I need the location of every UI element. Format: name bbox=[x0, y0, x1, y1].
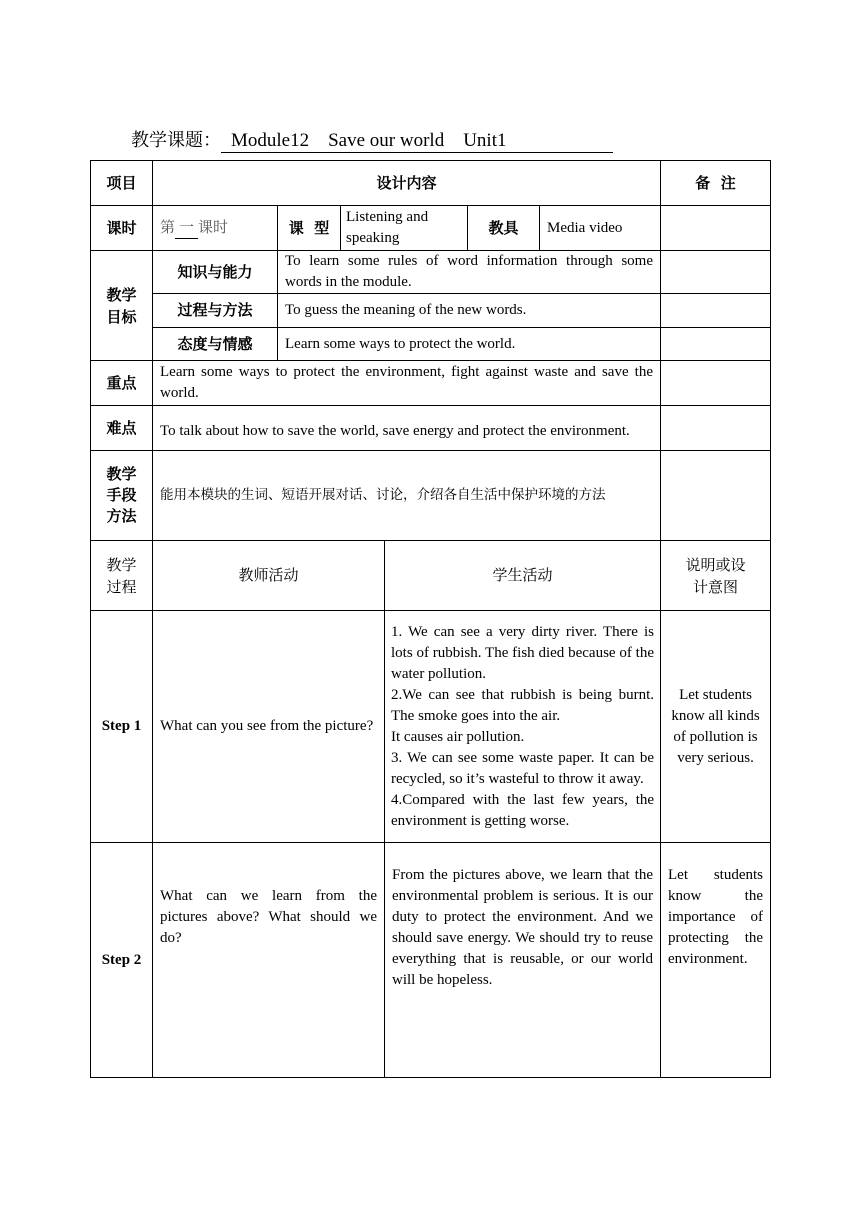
step-1-student-line: 4.Compared with the last few years, the environment is getting worse. bbox=[391, 791, 655, 829]
step-1-student-line: It causes air pollution. bbox=[391, 728, 525, 745]
step-1-notes: Let students know all kinds of pollution is very serious. bbox=[661, 611, 771, 843]
step-2-row bbox=[91, 843, 771, 1078]
goal-row-attitude bbox=[91, 328, 771, 361]
goal-notes-knowledge bbox=[661, 251, 771, 294]
step-2-label: Step 2 bbox=[91, 843, 153, 1078]
header-row bbox=[91, 161, 771, 206]
lesson-prefix: 第 bbox=[160, 218, 176, 236]
difficulty-notes bbox=[661, 406, 771, 451]
lesson-plan-table bbox=[90, 160, 771, 1078]
lesson-number: 一 bbox=[175, 217, 198, 239]
means-label: 教学手段方法 bbox=[91, 451, 153, 541]
notes-header: 备 注 bbox=[661, 161, 771, 206]
step-1-student-line: 3. We can see some waste paper. It can be recycled, so it’s wasteful to throw it away. bbox=[391, 749, 655, 787]
step-1-student bbox=[385, 611, 661, 843]
lesson-topic-value: Module12 Save our world Unit1 bbox=[221, 130, 613, 153]
tools-value: Media video bbox=[540, 206, 661, 251]
lesson-number-cell bbox=[153, 206, 278, 251]
lesson-type-value: Listening and speaking bbox=[341, 206, 468, 251]
step-2-student: From the pictures above, we learn that the environmental problem is serious. It is our duty to protect the environment. And we should save energy. We should try to reuse everything that is reusable, or our world will be hopeless. bbox=[385, 843, 661, 1078]
tools-label: 教具 bbox=[468, 206, 540, 251]
item-header: 项目 bbox=[91, 161, 153, 206]
lesson-topic-label: 教学课题： bbox=[131, 130, 221, 151]
means-row bbox=[91, 451, 771, 541]
goal-label-process: 过程与方法 bbox=[153, 294, 278, 328]
lesson-topic-line bbox=[131, 126, 613, 153]
lesson-label: 课时 bbox=[91, 206, 153, 251]
difficulty-row bbox=[91, 406, 771, 451]
means-text: 能用本模块的生词、短语开展对话、讨论，介绍各自生活中保护环境的方法 bbox=[153, 451, 661, 541]
goals-label: 教学目标 bbox=[91, 251, 153, 361]
process-header-row bbox=[91, 541, 771, 611]
content-header: 设计内容 bbox=[153, 161, 661, 206]
notes-design-header: 说明或设计意图 bbox=[661, 541, 771, 611]
teacher-activity-header: 教师活动 bbox=[153, 541, 385, 611]
goal-text-attitude: Learn some ways to protect the world. bbox=[278, 328, 661, 361]
step-1-row bbox=[91, 611, 771, 843]
step-1-student-line: 1. We can see a very dirty river. There is lots of rubbish. The fish died because of the water pollution. bbox=[391, 623, 655, 682]
process-label: 教学过程 bbox=[91, 541, 153, 611]
goal-text-knowledge: To learn some rules of word information through some words in the module. bbox=[278, 251, 661, 294]
lesson-suffix: 课时 bbox=[198, 218, 229, 236]
step-2-teacher: What can we learn from the pictures above? What should we do? bbox=[153, 843, 385, 1078]
step-1-student-line: 2.We can see that rubbish is being burnt. The smoke goes into the air. bbox=[391, 686, 655, 724]
key-point-row bbox=[91, 361, 771, 406]
step-1-teacher: What can you see from the picture? bbox=[153, 611, 385, 843]
key-point-label: 重点 bbox=[91, 361, 153, 406]
goal-label-attitude: 态度与情感 bbox=[153, 328, 278, 361]
means-notes bbox=[661, 451, 771, 541]
key-point-text: Learn some ways to protect the environment, fight against waste and save the world. bbox=[153, 361, 661, 406]
difficulty-text: To talk about how to save the world, save energy and protect the environment. bbox=[153, 406, 661, 451]
goal-row-knowledge bbox=[91, 251, 771, 294]
difficulty-label: 难点 bbox=[91, 406, 153, 451]
lesson-type-label: 课 型 bbox=[278, 206, 341, 251]
goal-text-process: To guess the meaning of the new words. bbox=[278, 294, 661, 328]
lesson-notes-cell bbox=[661, 206, 771, 251]
goal-row-process bbox=[91, 294, 771, 328]
key-point-notes bbox=[661, 361, 771, 406]
goal-label-knowledge: 知识与能力 bbox=[153, 251, 278, 294]
goal-notes-process bbox=[661, 294, 771, 328]
step-1-label: Step 1 bbox=[91, 611, 153, 843]
student-activity-header: 学生活动 bbox=[385, 541, 661, 611]
lesson-row bbox=[91, 206, 771, 251]
goal-notes-attitude bbox=[661, 328, 771, 361]
step-2-notes: Let students know the importance of protecting the environment. bbox=[661, 843, 771, 1078]
